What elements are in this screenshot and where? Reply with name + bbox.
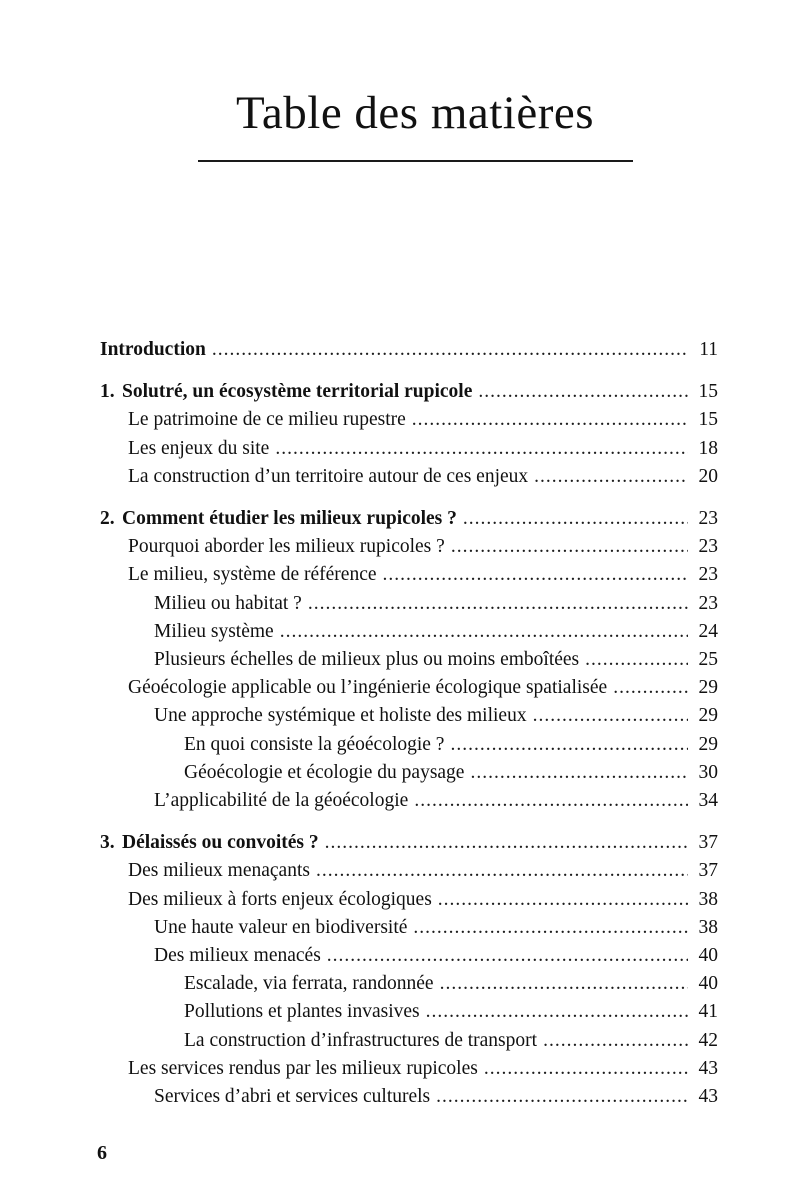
toc-dot-leader <box>440 970 688 998</box>
toc-entry <box>100 886 718 914</box>
toc-dot-leader <box>450 731 688 759</box>
toc-entry-label: La construction d’infrastructures de transport <box>184 1029 538 1051</box>
toc-entry-label: Comment étudier les milieux rupicoles ? <box>122 508 457 530</box>
toc-entry-page: 30 <box>698 761 718 783</box>
toc-entry-label: Solutré, un écosystème territorial rupicole <box>122 381 473 403</box>
toc-entry-number: 3. <box>100 832 115 854</box>
toc-entry <box>100 1083 718 1111</box>
toc-dot-leader <box>534 463 688 491</box>
title-underline <box>198 160 633 162</box>
toc-entry-page: 37 <box>698 832 718 854</box>
toc-entry-label: Escalade, via ferrata, randonnée <box>184 973 434 995</box>
toc-entry-page: 37 <box>698 860 718 882</box>
toc-entry-page: 42 <box>698 1029 718 1051</box>
toc-entry-page: 29 <box>698 677 718 699</box>
toc-entry <box>100 463 718 491</box>
toc-entry-page: 15 <box>698 381 718 403</box>
toc-entry <box>100 731 718 759</box>
toc-dot-leader <box>412 406 688 434</box>
toc-entry-label: Géoécologie applicable ou l’ingénierie écologique spatialisée <box>128 677 608 699</box>
toc-entry <box>100 378 718 406</box>
toc-entry-page: 38 <box>698 888 718 910</box>
toc-entry-page: 43 <box>698 1086 718 1108</box>
toc-entry-label: Les enjeux du site <box>128 437 270 459</box>
toc-dot-leader <box>470 759 688 787</box>
toc-entry-label: Une haute valeur en biodiversité <box>154 916 408 938</box>
toc-dot-leader <box>613 674 688 702</box>
toc-entry <box>100 1055 718 1083</box>
toc-entry-label: En quoi consiste la géoécologie ? <box>184 733 445 755</box>
toc-entry-page: 11 <box>699 339 718 360</box>
toc-entry <box>100 829 718 857</box>
toc-entry-label: Des milieux à forts enjeux écologiques <box>128 888 432 910</box>
toc-entry <box>100 942 718 970</box>
toc-entry-label: Les services rendus par les milieux rupicoles <box>128 1057 478 1079</box>
toc-entry-page: 41 <box>698 1001 718 1023</box>
toc-entry <box>100 914 718 942</box>
toc-dot-leader <box>327 942 688 970</box>
toc-entry-label: Des milieux menacés <box>154 945 321 967</box>
toc-entry <box>100 406 718 434</box>
toc-entry-page: 23 <box>698 564 718 586</box>
toc-entry-number: 1. <box>100 381 115 403</box>
toc-dot-leader <box>325 829 688 857</box>
toc-entry-page: 18 <box>698 437 718 459</box>
toc-entry-label: L’applicabilité de la géoécologie <box>154 790 409 812</box>
toc-dot-leader <box>478 378 688 406</box>
toc-entry <box>100 561 718 589</box>
toc-entry <box>100 435 718 463</box>
toc-entry-label: Milieu système <box>154 620 274 642</box>
toc-entry-page: 15 <box>698 409 718 431</box>
toc-entry-label: Délaissés ou convoités ? <box>122 832 319 854</box>
toc-entry <box>100 759 718 787</box>
title-block <box>195 86 635 140</box>
toc-dot-leader <box>451 533 688 561</box>
toc-entry-page: 23 <box>698 536 718 558</box>
toc-entry <box>100 857 718 885</box>
toc-entry-label: Services d’abri et services culturels <box>154 1086 431 1108</box>
toc-entry-page: 25 <box>698 649 718 671</box>
toc-entry <box>100 702 718 730</box>
toc-entry-page: 40 <box>698 973 718 995</box>
toc-entry-label: Des milieux menaçants <box>128 860 310 882</box>
toc-dot-leader <box>413 914 688 942</box>
toc-entry <box>100 533 718 561</box>
toc-dot-leader <box>436 1083 688 1111</box>
table-of-contents <box>100 336 718 1111</box>
toc-dot-leader <box>308 590 688 618</box>
toc-entry <box>100 590 718 618</box>
toc-dot-leader <box>543 1027 688 1055</box>
toc-dot-leader <box>585 646 688 674</box>
toc-entry-label: Introduction <box>100 339 206 360</box>
toc-entry-page: 24 <box>698 620 718 642</box>
toc-entry-label: Pourquoi aborder les milieux rupicoles ? <box>128 536 445 558</box>
toc-entry-page: 29 <box>698 733 718 755</box>
toc-entry <box>100 646 718 674</box>
toc-entry <box>100 1027 718 1055</box>
toc-dot-leader <box>463 505 688 533</box>
toc-entry-label: Plusieurs échelles de milieux plus ou moins emboîtées <box>154 649 580 671</box>
toc-entry <box>100 618 718 646</box>
toc-entry-label: La construction d’un territoire autour de ces enjeux <box>128 465 529 487</box>
page-number: 6 <box>97 1142 107 1164</box>
toc-dot-leader <box>484 1055 688 1083</box>
toc-dot-leader <box>212 336 688 364</box>
toc-entry-page: 43 <box>698 1057 718 1079</box>
toc-entry-label: Pollutions et plantes invasives <box>184 1001 420 1023</box>
toc-dot-leader <box>414 787 688 815</box>
toc-entry-label: Le milieu, système de référence <box>128 564 377 586</box>
toc-entry <box>100 505 718 533</box>
toc-entry-page: 29 <box>698 705 718 727</box>
toc-entry-page: 20 <box>698 465 718 487</box>
toc-entry <box>100 336 718 364</box>
toc-entry-page: 40 <box>698 945 718 967</box>
toc-dot-leader <box>316 857 688 885</box>
toc-dot-leader <box>383 561 688 589</box>
toc-dot-leader <box>438 886 688 914</box>
toc-entry <box>100 674 718 702</box>
toc-entry-number: 2. <box>100 508 115 530</box>
toc-entry-page: 23 <box>698 592 718 614</box>
page-title: Table des matières <box>235 87 595 139</box>
toc-entry-label: Une approche systémique et holiste des milieux <box>154 705 527 727</box>
toc-entry-label: Le patrimoine de ce milieu rupestre <box>128 409 406 431</box>
toc-dot-leader <box>275 435 688 463</box>
toc-entry <box>100 970 718 998</box>
toc-entry-page: 38 <box>698 916 718 938</box>
toc-entry-page: 34 <box>698 790 718 812</box>
toc-dot-leader <box>280 618 688 646</box>
toc-dot-leader <box>426 998 688 1026</box>
toc-entry-label: Géoécologie et écologie du paysage <box>184 761 465 783</box>
toc-entry-label: Milieu ou habitat ? <box>154 592 302 614</box>
toc-dot-leader <box>533 702 688 730</box>
toc-entry-page: 23 <box>698 508 718 530</box>
toc-entry <box>100 787 718 815</box>
toc-entry <box>100 998 718 1026</box>
